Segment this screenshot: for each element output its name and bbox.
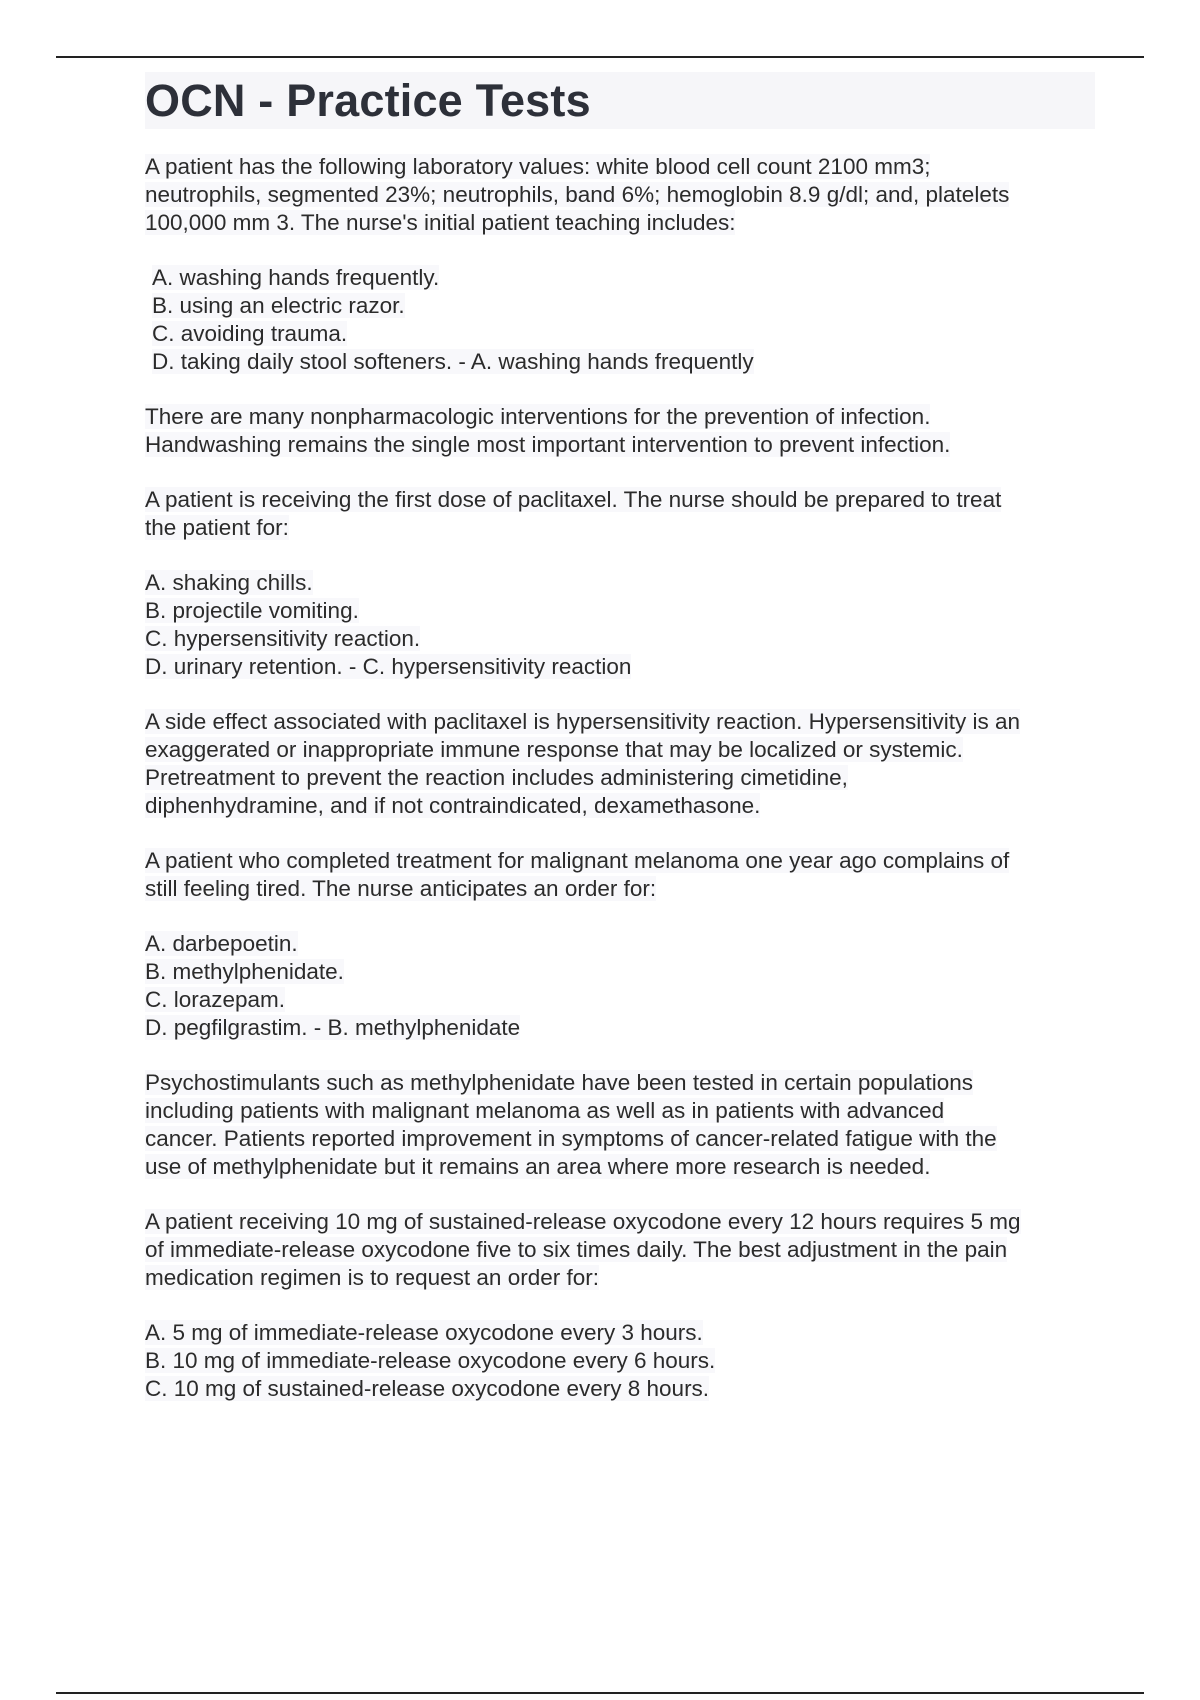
line-text: still feeling tired. The nurse anticipates an order for: [145, 876, 657, 901]
line-text: exaggerated or inappropriate immune response that may be localized or systemic. [145, 737, 963, 762]
text-line [145, 1208, 1095, 1236]
line-text: use of methylphenidate but it remains an area where more research is needed. [145, 1154, 931, 1179]
text-line [145, 1153, 1095, 1181]
text-line [145, 1097, 1095, 1125]
line-text: A patient who completed treatment for malignant melanoma one year ago complains of [145, 848, 1010, 873]
line-text: Pretreatment to prevent the reaction includes administering cimetidine, [145, 765, 848, 790]
option-line [145, 653, 1095, 681]
option-line [145, 930, 1095, 958]
line-text: the patient for: [145, 515, 289, 540]
option-line [145, 1319, 1095, 1347]
option-line [145, 348, 1095, 376]
option-line [145, 264, 1095, 292]
line-text: including patients with malignant melanoma as well as in patients with advanced [145, 1098, 945, 1123]
line-text: A. shaking chills. [145, 570, 313, 595]
line-text: There are many nonpharmacologic interventions for the prevention of infection. [145, 404, 931, 429]
question-paragraph [145, 486, 1095, 542]
line-text: B. using an electric razor. [152, 293, 405, 318]
line-text: medication regimen is to request an order for: [145, 1265, 599, 1290]
answer-options [145, 930, 1095, 1042]
top-divider [56, 56, 1144, 58]
text-line [145, 764, 1095, 792]
explanation-paragraph [145, 708, 1095, 820]
line-text: Handwashing remains the single most important intervention to prevent infection. [145, 432, 951, 457]
option-line [145, 958, 1095, 986]
line-text: A side effect associated with paclitaxel is hypersensitivity reaction. Hypersensitivity is an [145, 709, 1020, 734]
text-line [145, 514, 1095, 542]
option-line [145, 292, 1095, 320]
option-line [145, 1375, 1095, 1403]
line-text: Psychostimulants such as methylphenidate have been tested in certain populations [145, 1070, 974, 1095]
text-line [145, 181, 1095, 209]
line-text: A. washing hands frequently. [152, 265, 440, 290]
answer-options [145, 569, 1095, 681]
bottom-divider [56, 1692, 1144, 1694]
line-text: 100,000 mm 3. The nurse's initial patient teaching includes: [145, 210, 736, 235]
text-line [145, 736, 1095, 764]
line-text: cancer. Patients reported improvement in symptoms of cancer-related fatigue with the [145, 1126, 997, 1151]
text-line [145, 792, 1095, 820]
option-line [145, 1347, 1095, 1375]
option-line [145, 986, 1095, 1014]
question-paragraph [145, 1208, 1095, 1292]
title-banner [145, 72, 1095, 129]
text-line [145, 1264, 1095, 1292]
text-line [145, 153, 1095, 181]
line-text: C. hypersensitivity reaction. [145, 626, 421, 651]
explanation-paragraph [145, 1069, 1095, 1181]
page-title: OCN - Practice Tests [145, 74, 591, 126]
line-text: A patient receiving 10 mg of sustained-release oxycodone every 12 hours requires 5 mg [145, 1209, 1021, 1234]
content-blocks [145, 153, 1095, 1403]
question-paragraph [145, 847, 1095, 903]
answer-options [145, 264, 1095, 376]
line-text: B. projectile vomiting. [145, 598, 359, 623]
line-text: D. taking daily stool softeners. - A. washing hands frequently [152, 349, 754, 374]
text-line [145, 1069, 1095, 1097]
document-body [145, 72, 1095, 1430]
line-text: A. 5 mg of immediate-release oxycodone every 3 hours. [145, 1320, 703, 1345]
text-line [145, 209, 1095, 237]
explanation-paragraph [145, 403, 1095, 459]
option-line [145, 625, 1095, 653]
line-text: B. 10 mg of immediate-release oxycodone every 6 hours. [145, 1348, 716, 1373]
answer-options [145, 1319, 1095, 1403]
line-text: neutrophils, segmented 23%; neutrophils, band 6%; hemoglobin 8.9 g/dl; and, platelets [145, 182, 1010, 207]
text-line [145, 708, 1095, 736]
line-text: A patient is receiving the first dose of paclitaxel. The nurse should be prepared to treat [145, 487, 1002, 512]
line-text: C. avoiding trauma. [152, 321, 348, 346]
option-line [145, 1014, 1095, 1042]
line-text: C. 10 mg of sustained-release oxycodone every 8 hours. [145, 1376, 710, 1401]
line-text: D. urinary retention. - C. hypersensitivity reaction [145, 654, 632, 679]
option-line [145, 569, 1095, 597]
text-line [145, 1125, 1095, 1153]
option-line [145, 320, 1095, 348]
line-text: of immediate-release oxycodone five to six times daily. The best adjustment in the pain [145, 1237, 1008, 1262]
option-line [145, 597, 1095, 625]
line-text: B. methylphenidate. [145, 959, 344, 984]
text-line [145, 1236, 1095, 1264]
question-paragraph [145, 153, 1095, 237]
text-line [145, 486, 1095, 514]
line-text: C. lorazepam. [145, 987, 286, 1012]
text-line [145, 875, 1095, 903]
text-line [145, 403, 1095, 431]
line-text: D. pegfilgrastim. - B. methylphenidate [145, 1015, 521, 1040]
line-text: A. darbepoetin. [145, 931, 298, 956]
text-line [145, 431, 1095, 459]
line-text: A patient has the following laboratory values: white blood cell count 2100 mm3; [145, 154, 931, 179]
text-line [145, 847, 1095, 875]
line-text: diphenhydramine, and if not contraindicated, dexamethasone. [145, 793, 761, 818]
